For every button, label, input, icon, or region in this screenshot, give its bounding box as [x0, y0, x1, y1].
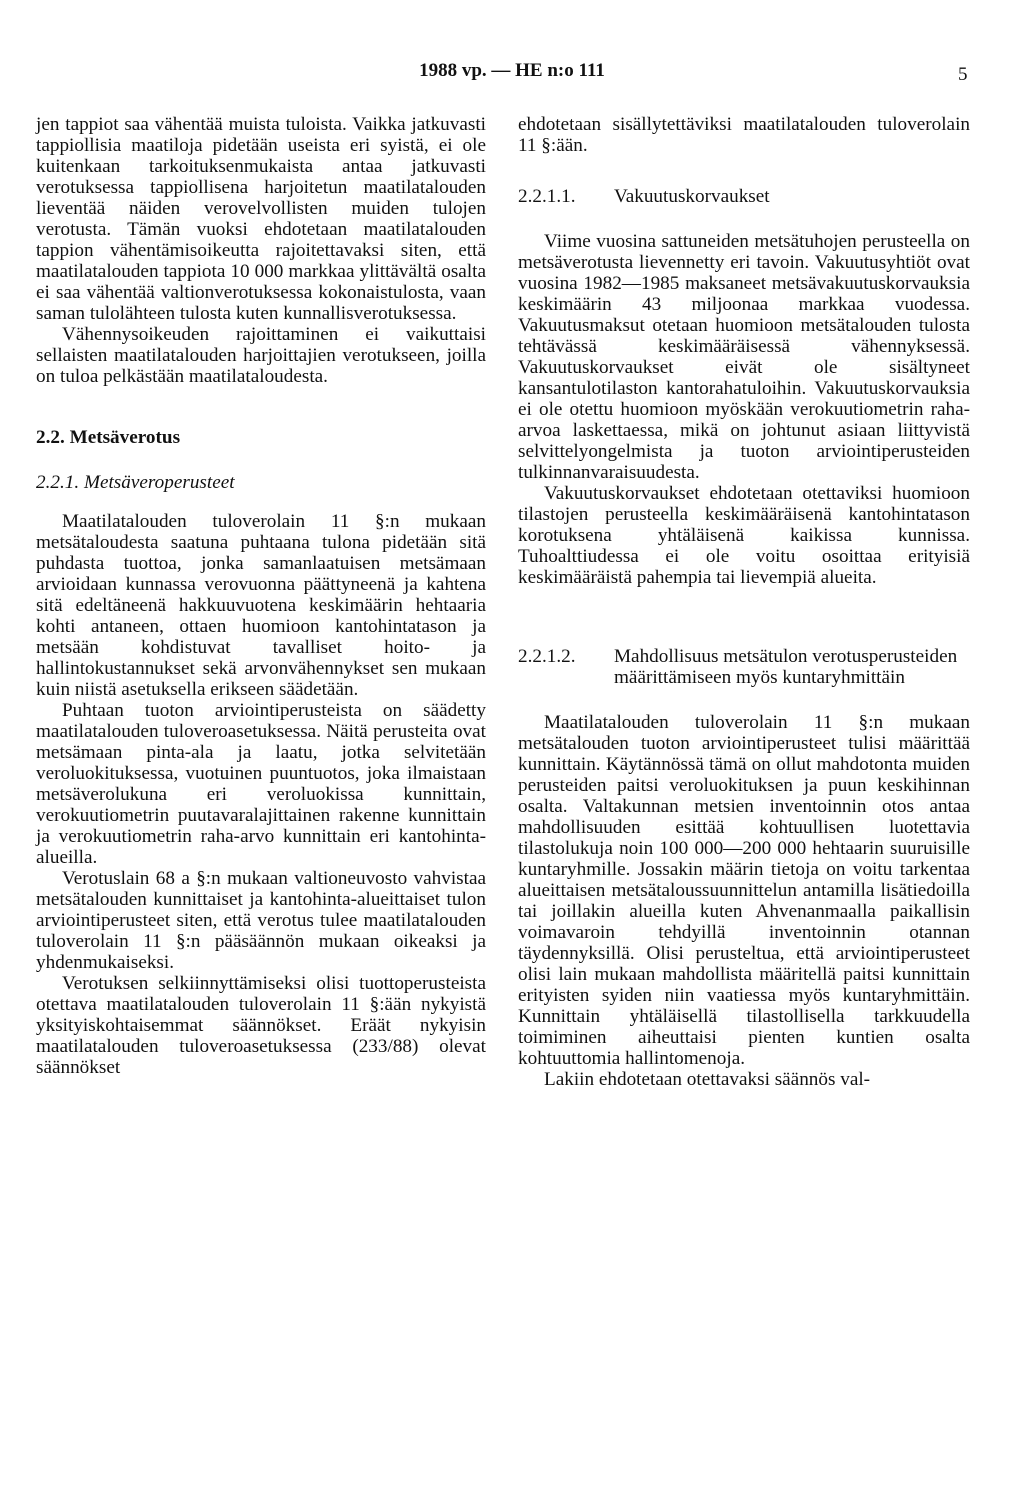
paragraph: Vakuutuskorvaukset ehdotetaan otettaviksi huomioon tilastojen perusteella keskimääräisenä kantohintatason korotuksena yhtäläisenä kaikissa kunnissa. Tuhoalttiudessa ei ole voitu osoittaa erityisiä keskimääräistä pahempia tai lievempiä alueita. — [518, 483, 970, 588]
paragraph: jen tappiot saa vähentää muista tuloista. Vaikka jatkuvasti tappiollisia maatiloja pidetään useista eri syistä, ei ole kuitenkaan tarkoituksenmukaista antaa jatkuvasti verotuksessa tappiollisena harjoitetun maatilatalouden lieventää näiden verovelvollisten muiden tulojen verotusta. Tämän vuoksi ehdotetaan maatilatalouden tappion vähentämisoikeutta rajoitettavaksi siten, että maatilatalouden tappiota 10 000 markkaa ylittävältä osalta ei saa vähentää valtionverotuksessa kokonaistulosta, vaan saman tulolähteen tulosta kuten kunnallisverotuksessa. — [36, 114, 486, 324]
subsubsection-heading — [518, 646, 970, 688]
paragraph: Maatilatalouden tuloverolain 11 §:n mukaan metsätaloudesta saatuna puhtaana tulona pidetään sitä puhdasta tuottoa, jonka samanlaatuisen metsämaan arvioidaan kunnassa verovuonna päättyneenä ja kahtena sitä edeltäneenä hakkuuvuotena keskimäärin hehtaaria kohti antaneen, ottaen huomioon kantohintatason ja metsään kohdistuvat tavalliset hoito- ja hallintokustannukset sekä arvonvähennykset sen mukaan kuin niistä asetuksella erikseen säädetään. — [36, 511, 486, 700]
subsubsection-heading — [518, 186, 970, 207]
paragraph: Verotuksen selkiinnyttämiseksi olisi tuottoperusteista otettava maatilatalouden tuloverolain 11 §:ään nykyistä yksityiskohtaisemmat säännökset. Eräät nykyisin maatilatalouden tuloveroasetuksessa (233/88) olevat säännökset — [36, 973, 486, 1078]
left-column — [36, 114, 486, 1078]
heading-text: Vakuutuskorvaukset — [614, 186, 770, 207]
section-heading: 2.2. Metsäverotus — [36, 427, 181, 448]
paragraph: Maatilatalouden tuloverolain 11 §:n mukaan metsätalouden tuoton arviointiperusteet tulisi määrittää kunnittain. Käytännössä tämä on ollut mahdotonta muiden perusteiden paitsi veroluokituksen ja puun keskihinnan osalta. Valtakunnan metsien inventoinnin otos antaa mahdollisuuden esittää kohtuullisen luotettavia tilastolukuja noin 100 000—200 000 hehtaarin suuruisille kuntaryhmille. Jossakin määrin tietoja on voitu tarkentaa alueittaisen metsätaloussuunnittelun antamilla lisätiedoilla tai joillakin alueilla kuten Ahvenanmaalla paikallisin voimavaroin tehdyillä inventoinnin otannan täydennyksillä. Olisi perusteltua, että arviointiperusteet olisi lain mukaan mahdollista määritellä paitsi kunnittain erityisten syiden niin vaatiessa myös kuntaryhmittäin. Kunnittain yhtäläisellä tilastollisella tarkkuudella toimiminen aiheuttaisi pienten kuntien osalta kohtuuttomia hallintomenoja. — [518, 712, 970, 1069]
paragraph: ehdotetaan sisällytettäviksi maatilatalouden tuloverolain 11 §:ään. — [518, 114, 970, 156]
page-number: 5 — [958, 64, 968, 85]
paragraph: Viime vuosina sattuneiden metsätuhojen perusteella on metsäverotusta lievennetty eri tavoin. Vakuutusyhtiöt ovat vuosina 1982—1985 maksaneet metsävakuutuskorvauksia keskimäärin 43 miljoonaa markkaa vuodessa. Vakuutusmaksut otetaan huomioon metsätalouden tulosta tehtävässä keskimääräisessä vähennyksessä. Vakuutuskorvaukset eivät ole sisältyneet kansantulotilaston kantorahatuloihin. Vakuutuskorvauksia ei ole otettu huomioon myöskään verokuutiometrin raha-arvoa laskettaessa, mikä on johtunut asiaan liittyvistä selvittelyongelmista ja tuoton arviointiperusteiden tulkinnanvaraisuudesta. — [518, 231, 970, 483]
heading-number: 2.2.1.2. — [518, 646, 576, 667]
heading-text: Mahdollisuus metsätulon verotusperusteiden määrittämiseen myös kuntaryhmittäin — [614, 646, 958, 688]
paragraph: Puhtaan tuoton arviointiperusteista on säädetty maatilatalouden tuloveroasetuksessa. Näitä perusteita ovat metsämaan pinta-ala ja laatu, jotka selvitetään veroluokituksessa, vuotuinen puuntuotos, joka ilmaistaan metsäverolukuna eri veroluokissa kunnittain, verokuutiometrin puutavaralajittainen rakenne kunnittain ja verokuutiometrin raha-arvo kunnittain eri kantohinta-alueilla. — [36, 700, 486, 868]
paragraph: Verotuslain 68 a §:n mukaan valtioneuvosto vahvistaa metsätalouden kunnittaiset ja kantohinta-alueittaiset tulon arviointiperusteet siten, että verotus tulee maatilatalouden tuloverolain 11 §:n pääsäännön mukaan oikeaksi ja yhdenmukaiseksi. — [36, 868, 486, 973]
paragraph: Lakiin ehdotetaan otettavaksi säännös val- — [544, 1069, 871, 1090]
subsection-heading: 2.2.1. Metsäveroperusteet — [36, 472, 235, 493]
paragraph: Vähennysoikeuden rajoittaminen ei vaikuttaisi sellaisten maatilatalouden harjoittajien verotukseen, joilla on tuloa pelkästään maatilataloudesta. — [36, 324, 486, 387]
heading-number: 2.2.1.1. — [518, 186, 576, 207]
running-header: 1988 vp. — HE n:o 111 — [419, 60, 605, 81]
right-column — [518, 114, 970, 1090]
